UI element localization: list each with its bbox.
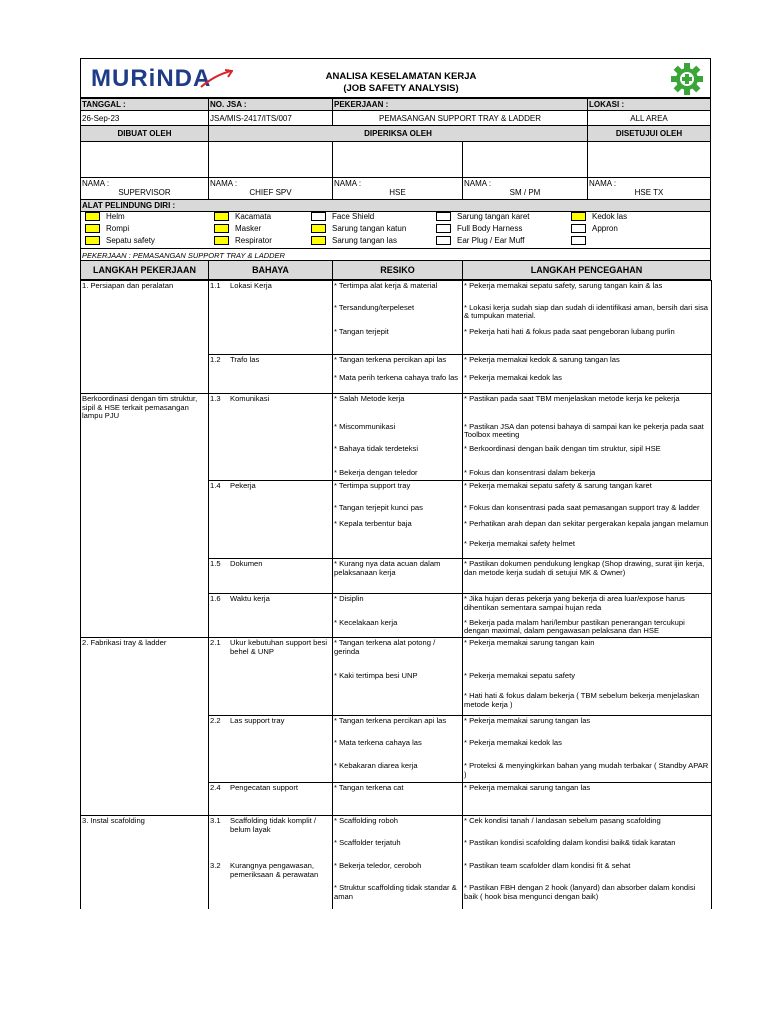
lokasi-value: ALL AREA (587, 110, 711, 126)
table-row (81, 715, 712, 738)
ppe-item[interactable] (436, 224, 566, 235)
tanggal-value: 26-Sep-23 (80, 110, 209, 126)
table-row (81, 671, 712, 691)
no-jsa-label: NO. JSA : (208, 98, 333, 111)
signature-box-supervisor[interactable] (80, 141, 209, 178)
hazard-cell (209, 481, 333, 503)
table-row (81, 281, 712, 303)
hazard-cell (209, 503, 333, 519)
signature-box-sm-pm[interactable] (462, 141, 588, 178)
pekerjaan-value: PEMASANGAN SUPPORT TRAY & LADDER (332, 110, 588, 126)
hazard-cell (209, 394, 333, 422)
table-row (81, 444, 712, 468)
risk-cell: * Bekerja dengan teledor (333, 468, 463, 481)
hazard-cell (209, 303, 333, 327)
table-row (81, 303, 712, 327)
nama-label: NAMA : (589, 179, 617, 188)
hazard-number: 3.1 (210, 815, 221, 825)
col-langkah-pekerjaan: LANGKAH PEKERJAAN (80, 260, 209, 280)
ppe-item[interactable] (311, 212, 441, 223)
nama-cell-hse (332, 177, 463, 200)
hazard-cell (209, 671, 333, 691)
prevention-cell: * Pekerja memakai sarung tangan las (463, 782, 712, 815)
prevention-cell: * Proteksi & menyingkirkan bahan yang mudah terbakar ( Standby APAR ) (463, 761, 712, 782)
step-cell: 1. Persiapan dan peralatan (81, 281, 209, 303)
signature-box-hse[interactable] (332, 141, 463, 178)
prevention-cell: * Perhatikan arah depan dan sekitar pergerakan kepala jangan melamun (463, 519, 712, 539)
hazard-number: 2.1 (210, 637, 221, 647)
nama-cell-sm-pm (462, 177, 588, 200)
nama-label: NAMA : (334, 179, 362, 188)
hazard-text: Lokasi Kerja (230, 281, 272, 290)
risk-cell: * Tangan terkena percikan api las (333, 355, 463, 373)
table-row (81, 815, 712, 838)
step-cell (81, 519, 209, 539)
ppe-checkbox[interactable] (85, 224, 100, 233)
risk-cell: * Tangan terkena cat (333, 782, 463, 815)
step-cell (81, 468, 209, 481)
ppe-item[interactable] (311, 236, 441, 247)
prevention-cell: * Pastikan team scafolder dlam kondisi fit & sehat (463, 861, 712, 883)
steps-header-row (80, 261, 711, 280)
company-logo: MURiNDA (91, 65, 212, 92)
table-row (81, 691, 712, 715)
step-cell (81, 738, 209, 761)
step-cell: 2. Fabrikasi tray & ladder (81, 637, 209, 671)
prevention-cell: * Pastikan dokumen pendukung lengkap (Shop drawing, surat ijin kerja, dan metode kerja sudah di setujui MK & Owner) (463, 559, 712, 594)
ppe-item-label: Full Body Harness (457, 224, 523, 233)
title-line-1: ANALISA KESELAMATAN KERJA (325, 71, 477, 82)
col-bahaya: BAHAYA (208, 260, 333, 280)
ppe-grid (80, 211, 711, 249)
step-cell (81, 559, 209, 594)
risk-cell: * Disiplin (333, 594, 463, 618)
step-cell (81, 481, 209, 503)
job-note: PEKERJAAN : PEMASANGAN SUPPORT TRAY & LADDER (80, 248, 711, 261)
hazard-number: 1.5 (210, 559, 221, 569)
table-row (81, 519, 712, 539)
risk-cell: * Bekerja teledor, ceroboh (333, 861, 463, 883)
ppe-checkbox[interactable] (214, 212, 229, 221)
step-cell (81, 355, 209, 373)
ppe-checkbox[interactable] (571, 236, 586, 245)
step-cell (81, 861, 209, 883)
step-cell: 3. Instal scafolding (81, 815, 209, 838)
table-row (81, 327, 712, 355)
step-cell (81, 618, 209, 638)
hazard-cell (209, 838, 333, 861)
table-row (81, 761, 712, 782)
step-cell (81, 444, 209, 468)
ppe-item-label: Helm (106, 212, 125, 221)
prevention-cell: * Pekerja memakai sarung tangan kain (463, 637, 712, 671)
hazard-cell (209, 618, 333, 638)
document-header (80, 58, 711, 98)
signature-box-chief-spv[interactable] (208, 141, 333, 178)
nama-cell-hse-tx (587, 177, 711, 200)
hazard-cell (209, 782, 333, 815)
ppe-item-label: Kedok las (592, 212, 628, 221)
step-cell (81, 422, 209, 444)
risk-cell: * Kebakaran diarea kerja (333, 761, 463, 782)
risk-cell: * Kepala terbentur baja (333, 519, 463, 539)
hazard-cell (209, 444, 333, 468)
ppe-checkbox[interactable] (571, 212, 586, 221)
ppe-item[interactable] (85, 212, 215, 223)
prevention-cell: * Pekerja memakai sepatu safety & sarung tangan karet (463, 481, 712, 503)
hazard-cell (209, 715, 333, 738)
ppe-checkbox[interactable] (85, 236, 100, 245)
risk-cell: * Scaffolder terjatuh (333, 838, 463, 861)
ppe-checkbox[interactable] (214, 224, 229, 233)
prevention-cell: * Pastikan kondisi scafolding dalam kondisi baik& tidak karatan (463, 838, 712, 861)
hazard-cell (209, 519, 333, 539)
risk-cell (333, 691, 463, 715)
role-label: HSE (389, 188, 406, 197)
hazard-text: Ukur kebutuhan support besi behel & UNP (230, 637, 328, 656)
ppe-checkbox[interactable] (436, 236, 451, 245)
hazard-number: 1.2 (210, 355, 221, 364)
risk-cell: * Struktur scaffolding tidak standar & aman (333, 883, 463, 909)
nama-label: NAMA : (464, 179, 492, 188)
step-cell (81, 671, 209, 691)
nama-label: NAMA : (82, 179, 110, 188)
hazard-text: Scaffolding tidak komplit / belum layak (230, 815, 316, 834)
hazard-cell (209, 815, 333, 838)
ppe-checkbox[interactable] (436, 212, 451, 221)
prevention-cell: * Pekerja memakai safety helmet (463, 539, 712, 559)
ppe-item-label: Face Shield (332, 212, 375, 221)
risk-cell: * Kurang nya data acuan dalam pelaksanaan kerja (333, 559, 463, 594)
prevention-cell: * Pastikan FBH dengan 2 hook (lanyard) dan absorber dalam kondisi baik ( hook bisa mengunci dengan baik) (463, 883, 712, 909)
logo-swoosh-icon (199, 69, 233, 91)
step-cell (81, 838, 209, 861)
risk-cell: * Miscommunikasi (333, 422, 463, 444)
risk-cell: * Kaki tertimpa besi UNP (333, 671, 463, 691)
ppe-checkbox[interactable] (85, 212, 100, 221)
prevention-cell: * Fokus dan konsentrasi pada saat pemasangan support tray & ladder (463, 503, 712, 519)
hazard-text: Trafo las (230, 355, 260, 364)
ppe-item-label: Respirator (235, 236, 272, 245)
table-row (81, 559, 712, 594)
title-line-2: (JOB SAFETY ANALYSIS) (343, 83, 459, 94)
nama-cell-chief-spv (208, 177, 333, 200)
prevention-cell: * Bekerja pada malam hari/lembur pastikan penerangan tercukupi dengan maximal, dalam pengawasan pelaksana dan HSE (463, 618, 712, 638)
hazard-text: Pengecatan support (230, 782, 298, 792)
risk-cell (333, 539, 463, 559)
hazard-cell (209, 761, 333, 782)
role-label: CHIEF SPV (249, 188, 292, 197)
ppe-item-label: Sarung tangan katun (332, 224, 407, 233)
risk-cell: * Salah Metode kerja (333, 394, 463, 422)
table-row (81, 618, 712, 638)
hazard-number: 1.1 (210, 281, 221, 290)
prevention-cell: * Pekerja memakai sarung tangan las (463, 715, 712, 738)
hazard-cell (209, 637, 333, 671)
step-cell: Berkoordinasi dengan tim struktur, sipil & HSE terkait pemasangan lampu PJU (81, 394, 209, 422)
table-row (81, 373, 712, 394)
ppe-item-label: Masker (235, 224, 262, 233)
safety-gear-icon (671, 63, 703, 95)
step-cell (81, 503, 209, 519)
ppe-item-label: Sarung tangan las (332, 236, 397, 245)
hazard-text: Pekerja (230, 481, 256, 491)
risk-cell: * Tangan terkena alat potong / gerinda (333, 637, 463, 671)
ppe-item[interactable] (311, 224, 441, 235)
step-cell (81, 883, 209, 909)
prevention-cell: * Jika hujan deras pekerja yang bekerja di area luar/expose harus dihentikan sementara sampai hujan reda (463, 594, 712, 618)
ppe-checkbox[interactable] (214, 236, 229, 245)
risk-cell: * Tertimpa alat kerja & material (333, 281, 463, 303)
hazard-number: 1.6 (210, 594, 221, 604)
hazard-text: Dokumen (230, 559, 263, 569)
step-cell (81, 761, 209, 782)
disetujui-oleh-header: DISETUJUI OLEH (587, 125, 711, 142)
prevention-cell: * Hati hati & fokus dalam bekerja ( TBM sebelum bekerja menjelaskan metode kerja ) (463, 691, 712, 715)
table-row (81, 883, 712, 909)
table-row (81, 539, 712, 559)
ppe-item[interactable] (85, 236, 215, 247)
ppe-item[interactable] (571, 212, 701, 223)
risk-cell: * Mata perih terkena cahaya trafo las (333, 373, 463, 394)
ppe-item-label: Kacamata (235, 212, 272, 221)
risk-cell: * Tangan terjepit (333, 327, 463, 355)
ppe-checkbox[interactable] (311, 224, 326, 233)
hazard-number: 2.4 (210, 782, 221, 792)
prevention-cell: * Pekerja memakai kedok las (463, 738, 712, 761)
hazard-cell (209, 691, 333, 715)
lokasi-label: LOKASI : (587, 98, 711, 111)
nama-label: NAMA : (210, 179, 238, 188)
table-row (81, 355, 712, 373)
hazard-number: 2.2 (210, 715, 221, 725)
ppe-item[interactable] (85, 224, 215, 235)
signature-row (80, 142, 711, 178)
hazard-cell (209, 327, 333, 355)
hazard-cell (209, 422, 333, 444)
step-cell (81, 327, 209, 355)
hazard-cell (209, 468, 333, 481)
table-row (81, 782, 712, 815)
ppe-item[interactable] (571, 224, 701, 235)
approval-header-row (80, 126, 711, 142)
no-jsa-value: JSA/MIS-2417/ITS/007 (208, 110, 333, 126)
step-cell (81, 715, 209, 738)
prevention-cell: * Pekerja memakai kedok las (463, 373, 712, 394)
prevention-cell: * Pekerja memakai kedok & sarung tangan las (463, 355, 712, 373)
prevention-cell: * Pastikan JSA dan potensi bahaya di sampai kan ke pekerja pada saat Toolbox meeting (463, 422, 712, 444)
hazard-cell (209, 281, 333, 303)
risk-cell: * Tersandung/terpeleset (333, 303, 463, 327)
risk-cell: * Bahaya tidak terdeteksi (333, 444, 463, 468)
hazard-text: Komunikasi (230, 394, 270, 403)
prevention-cell: * Lokasi kerja sudah siap dan sudah di identifikasi aman, bersih dari sisa & tumpukan material. (463, 303, 712, 327)
hazard-text: Waktu kerja (230, 594, 270, 604)
risk-cell: * Tangan terkena percikan api las (333, 715, 463, 738)
table-row (81, 481, 712, 503)
hazard-text: Las support tray (230, 715, 285, 725)
hazard-cell (209, 883, 333, 909)
hazard-cell (209, 594, 333, 618)
risk-cell: * Scaffolding roboh (333, 815, 463, 838)
col-resiko: RESIKO (332, 260, 463, 280)
ppe-checkbox[interactable] (311, 212, 326, 221)
hazard-cell (209, 861, 333, 883)
ppe-item-label: Rompi (106, 224, 130, 233)
table-row (81, 468, 712, 481)
ppe-title: ALAT PELINDUNG DIRI : (80, 199, 711, 212)
risk-cell: * Kecelakaan kerja (333, 618, 463, 638)
table-row (81, 838, 712, 861)
step-cell (81, 539, 209, 559)
ppe-item-label: Ear Plug / Ear Muff (457, 236, 525, 245)
ppe-item-label: Sarung tangan karet (457, 212, 530, 221)
tanggal-label: TANGGAL : (80, 98, 209, 111)
ppe-item[interactable] (571, 236, 701, 247)
hazard-cell (209, 373, 333, 394)
prevention-cell: * Pekerja memakai sepatu safety, sarung tangan kain & las (463, 281, 712, 303)
jsa-sheet (80, 58, 711, 909)
table-row (81, 594, 712, 618)
hazard-cell (209, 559, 333, 594)
prevention-cell: * Pekerja memakai sepatu safety (463, 671, 712, 691)
risk-cell: * Mata terkena cahaya las (333, 738, 463, 761)
table-row (81, 503, 712, 519)
hazard-text: Kurangnya pengawasan, pemeriksaan & perawatan (230, 861, 319, 880)
nama-row (80, 178, 711, 200)
role-label: SM / PM (509, 188, 541, 197)
nama-cell-supervisor (80, 177, 209, 200)
diperiksa-oleh-header: DIPERIKSA OLEH (208, 125, 588, 142)
col-langkah-pencegahan: LANGKAH PENCEGAHAN (462, 260, 711, 280)
step-cell (81, 691, 209, 715)
ppe-item[interactable] (436, 236, 566, 247)
prevention-cell: * Fokus dan konsentrasi dalam bekerja (463, 468, 712, 481)
hazard-cell (209, 738, 333, 761)
hazard-number: 1.3 (210, 394, 221, 403)
step-cell (81, 373, 209, 394)
role-label: HSE TX (634, 188, 664, 197)
hazard-cell (209, 355, 333, 373)
dibuat-oleh-header: DIBUAT OLEH (80, 125, 209, 142)
document-title (281, 71, 521, 95)
prevention-cell: * Pekerja hati hati & fokus pada saat pengeboran lubang purlin (463, 327, 712, 355)
ppe-checkbox[interactable] (311, 236, 326, 245)
hazard-number: 1.4 (210, 481, 221, 491)
ppe-item-label: Appron (592, 224, 618, 233)
step-cell (81, 782, 209, 815)
prevention-cell: * Pastikan pada saat TBM menjelaskan metode kerja ke pekerja (463, 394, 712, 422)
ppe-checkbox[interactable] (571, 224, 586, 233)
role-label: SUPERVISOR (118, 188, 171, 197)
table-row (81, 394, 712, 422)
hazard-number: 3.2 (210, 861, 221, 871)
step-cell (81, 303, 209, 327)
table-row (81, 637, 712, 671)
pekerjaan-label: PEKERJAAN : (332, 98, 588, 111)
table-row (81, 861, 712, 883)
steps-table (80, 280, 712, 909)
prevention-cell: * Cek kondisi tanah / landasan sebelum pasang scafolding (463, 815, 712, 838)
table-row (81, 738, 712, 761)
signature-box-hse-tx[interactable] (587, 141, 711, 178)
risk-cell: * Tertimpa support tray (333, 481, 463, 503)
risk-cell: * Tangan terjepit kunci pas (333, 503, 463, 519)
prevention-cell: * Berkoordinasi dengan baik dengan tim struktur, sipil HSE (463, 444, 712, 468)
ppe-checkbox[interactable] (436, 224, 451, 233)
ppe-item-label: Sepatu safety (106, 236, 155, 245)
info-value-row (80, 111, 711, 126)
step-cell (81, 594, 209, 618)
hazard-cell (209, 539, 333, 559)
table-row (81, 422, 712, 444)
ppe-item[interactable] (436, 212, 566, 223)
